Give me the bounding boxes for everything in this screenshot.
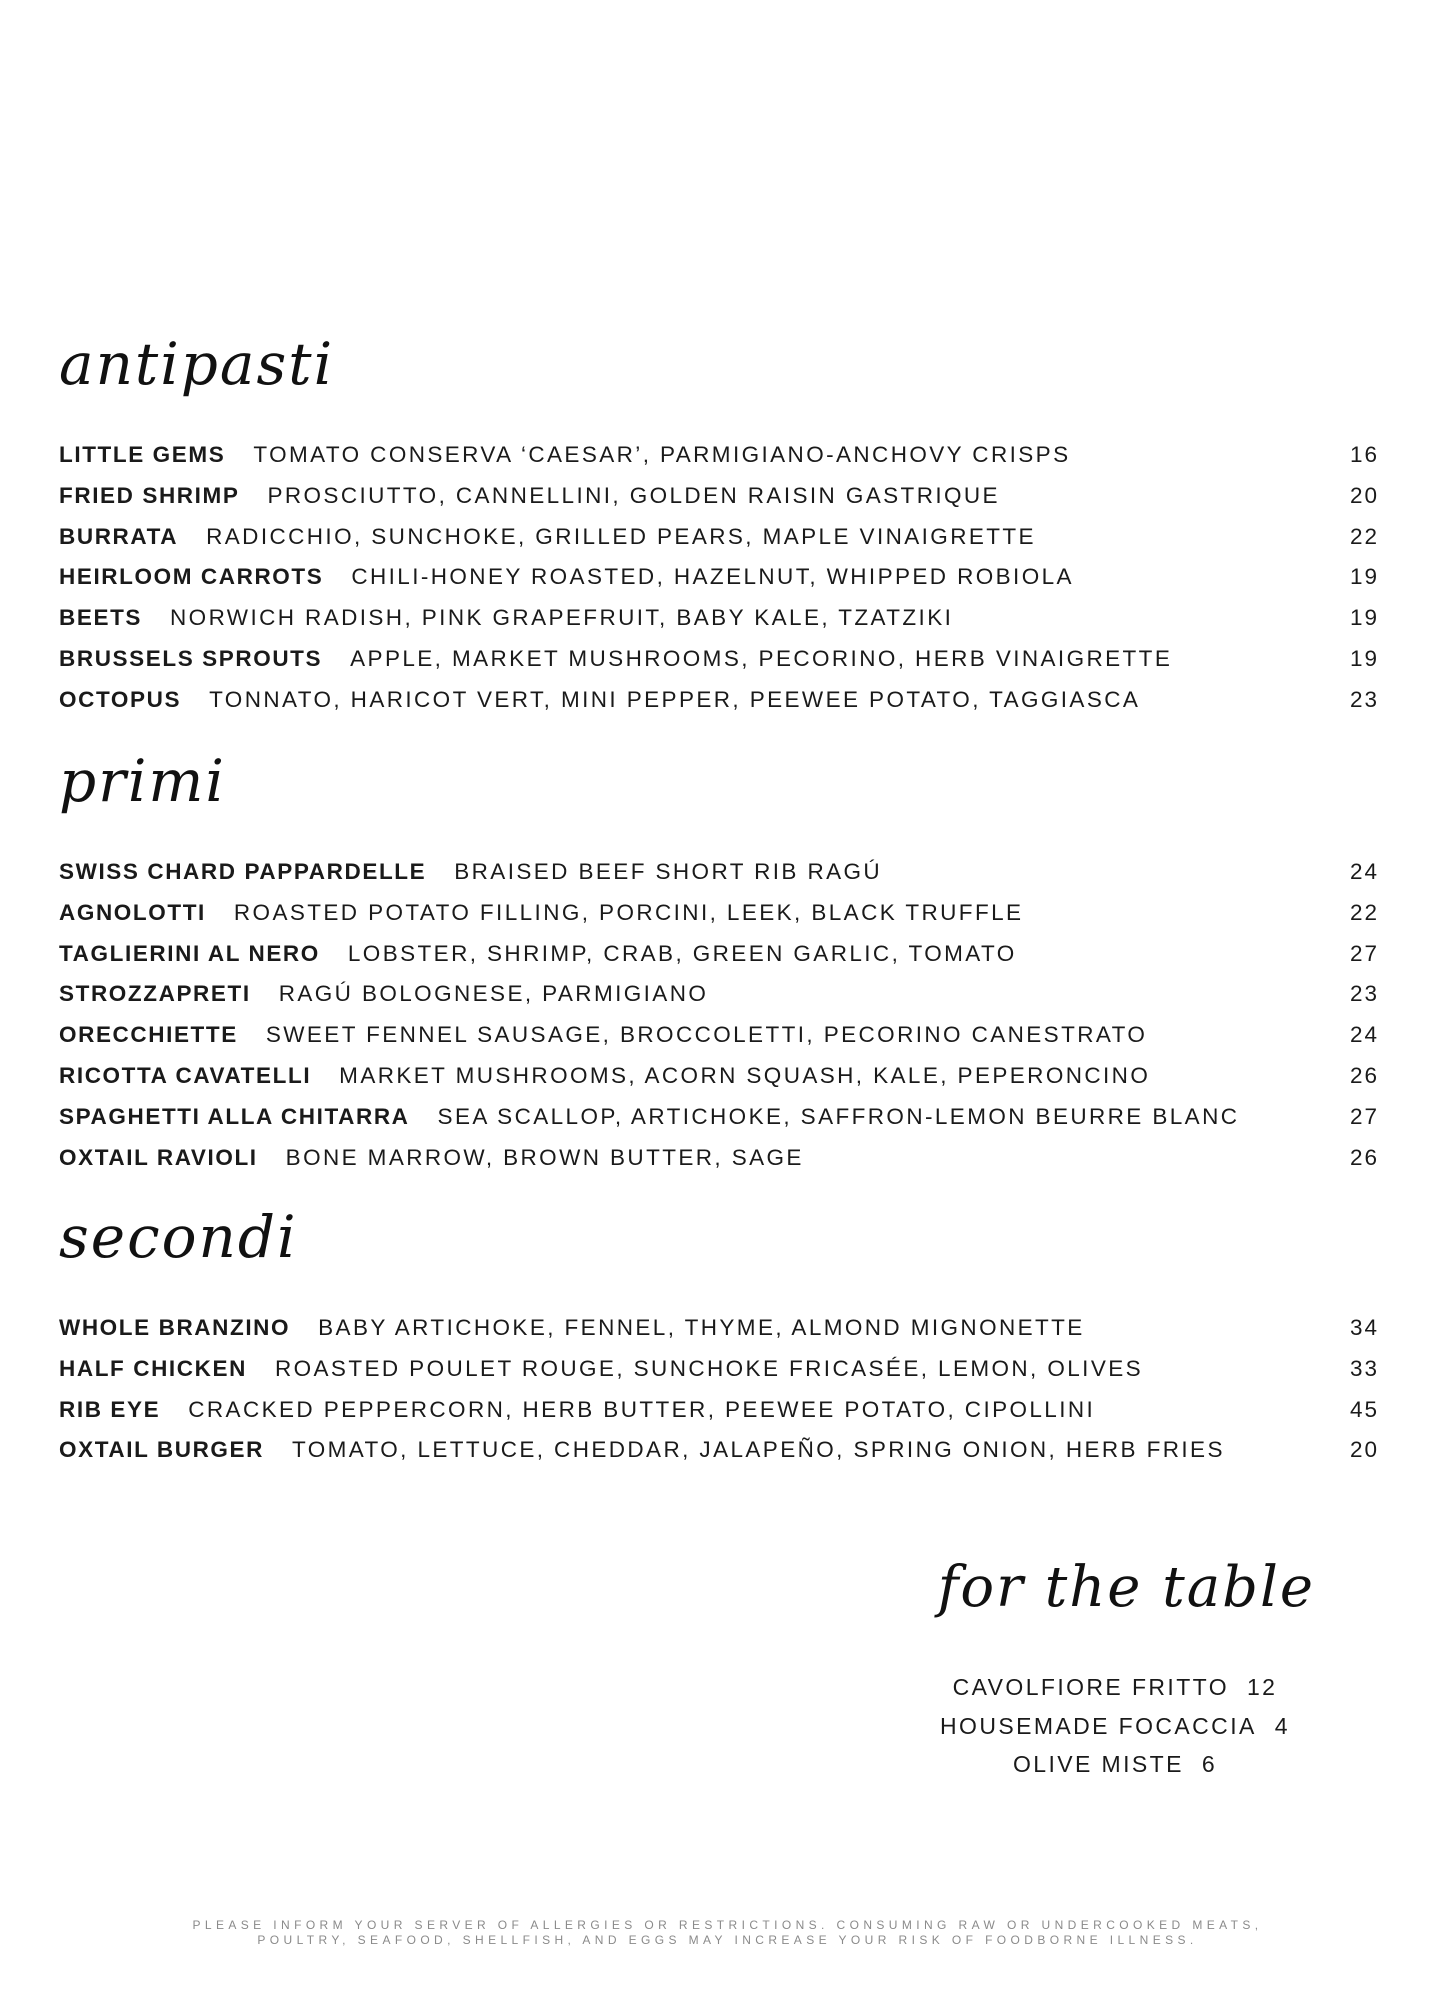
item-price: 26 — [1349, 1062, 1379, 1088]
item-price: 26 — [1349, 1144, 1379, 1170]
section-title-secondi: secondi — [59, 1203, 298, 1271]
item-description: BABY ARTICHOKE, FENNEL, THYME, ALMOND MIGNONETTE — [318, 1315, 1085, 1340]
menu-item — [59, 680, 1379, 721]
list-item — [915, 1707, 1315, 1746]
item-price: 23 — [1349, 981, 1379, 1007]
list-item — [915, 1668, 1315, 1707]
item-description: CRACKED PEPPERCORN, HERB BUTTER, PEEWEE POTATO, CIPOLLINI — [188, 1396, 1096, 1422]
item-name: FRIED SHRIMP — [59, 482, 240, 508]
item-name: HOUSEMADE FOCACCIA — [940, 1712, 1257, 1739]
item-name: OXTAIL BURGER — [59, 1437, 264, 1463]
section-primi — [59, 747, 1379, 1178]
item-description: LOBSTER, SHRIMP, CRAB, GREEN GARLIC, TOMATO — [347, 940, 1017, 966]
disclaimer-line: PLEASE INFORM YOUR SERVER OF ALLERGIES OR RESTRICTIONS. CONSUMING RAW OR UNDERCOOKED MEATS, — [192, 1918, 1263, 1932]
section-title-for-the-table: for the table — [937, 1555, 1315, 1620]
menu-list-antipasti — [59, 435, 1379, 721]
allergy-disclaimer — [0, 1918, 1455, 1948]
item-price: 16 — [1349, 442, 1379, 467]
item-name: SWISS CHARD PAPPARDELLE — [59, 859, 427, 884]
item-name: RIB EYE — [59, 1396, 161, 1422]
item-description: BONE MARROW, BROWN BUTTER, SAGE — [285, 1144, 804, 1170]
menu-list-for-the-table — [915, 1668, 1315, 1784]
menu-item — [59, 598, 1379, 639]
menu-item — [59, 557, 1379, 598]
item-price: 19 — [1349, 645, 1379, 671]
item-price: 23 — [1349, 686, 1379, 712]
section-for-the-table — [755, 1555, 1315, 1784]
item-name: WHOLE BRANZINO — [59, 1315, 291, 1340]
item-price: 19 — [1349, 605, 1379, 631]
menu-item — [59, 893, 1379, 934]
menu-item — [59, 1097, 1379, 1138]
item-price: 6 — [1201, 1751, 1218, 1777]
disclaimer-line: POULTRY, SEAFOOD, SHELLFISH, AND EGGS MAY INCREASE YOUR RISK OF FOODBORNE ILLNESS. — [257, 1933, 1198, 1947]
menu-item — [59, 1056, 1379, 1097]
menu-item — [59, 1390, 1379, 1431]
item-price: 45 — [1349, 1396, 1379, 1422]
menu-item — [59, 974, 1379, 1015]
item-name: BEETS — [59, 605, 143, 631]
item-description: APPLE, MARKET MUSHROOMS, PECORINO, HERB VINAIGRETTE — [350, 645, 1173, 671]
item-description: BRAISED BEEF SHORT RIB RAGÚ — [454, 859, 883, 884]
item-description: CHILI-HONEY ROASTED, HAZELNUT, WHIPPED ROBIOLA — [351, 564, 1074, 590]
item-description: TOMATO, LETTUCE, CHEDDAR, JALAPEÑO, SPRING ONION, HERB FRIES — [291, 1437, 1225, 1463]
item-price: 22 — [1349, 523, 1379, 549]
item-name: STROZZAPRETI — [59, 981, 251, 1007]
section-title-primi: primi — [59, 747, 226, 815]
item-price: 27 — [1349, 1103, 1379, 1129]
section-secondi — [59, 1203, 1379, 1471]
menu-item — [59, 1138, 1379, 1179]
menu-item — [59, 934, 1379, 975]
list-item — [915, 1745, 1315, 1784]
menu-item — [59, 1015, 1379, 1056]
section-title-antipasti: antipasti — [59, 330, 335, 398]
menu-item — [59, 517, 1379, 558]
item-description: ROASTED POULET ROUGE, SUNCHOKE FRICASÉE, LEMON, OLIVES — [274, 1355, 1144, 1381]
menu-item — [59, 1308, 1379, 1349]
item-price: 22 — [1349, 899, 1379, 925]
item-name: OLIVE MISTE — [1012, 1751, 1184, 1777]
item-price: 19 — [1349, 564, 1379, 590]
menu-item — [59, 435, 1379, 476]
item-description: SWEET FENNEL SAUSAGE, BROCCOLETTI, PECORINO CANESTRATO — [265, 1022, 1148, 1048]
item-name: OCTOPUS — [59, 686, 182, 712]
menu-list-secondi — [59, 1308, 1379, 1471]
item-price: 24 — [1349, 859, 1379, 884]
item-description: ROASTED POTATO FILLING, PORCINI, LEEK, BLACK TRUFFLE — [233, 899, 1024, 925]
item-name: AGNOLOTTI — [59, 899, 206, 925]
item-name: ORECCHIETTE — [59, 1022, 238, 1048]
menu-item — [59, 1349, 1379, 1390]
section-antipasti — [59, 330, 1379, 721]
item-name: LITTLE GEMS — [59, 442, 226, 467]
item-name: BRUSSELS SPROUTS — [59, 645, 323, 671]
item-description: PROSCIUTTO, CANNELLINI, GOLDEN RAISIN GASTRIQUE — [267, 482, 1000, 508]
item-name: OXTAIL RAVIOLI — [59, 1144, 258, 1170]
item-description: MARKET MUSHROOMS, ACORN SQUASH, KALE, PEPERONCINO — [339, 1062, 1151, 1088]
item-price: 20 — [1349, 1437, 1379, 1463]
item-description: TOMATO CONSERVA ‘CAESAR’, PARMIGIANO-ANCHOVY CRISPS — [253, 442, 1071, 467]
item-name: HEIRLOOM CARROTS — [59, 564, 324, 590]
item-description: RADICCHIO, SUNCHOKE, GRILLED PEARS, MAPLE VINAIGRETTE — [206, 523, 1036, 549]
menu-item — [59, 1430, 1379, 1471]
item-name: SPAGHETTI ALLA CHITARRA — [59, 1103, 410, 1129]
item-name: TAGLIERINI AL NERO — [59, 940, 320, 966]
menu-item — [59, 476, 1379, 517]
item-description: TONNATO, HARICOT VERT, MINI PEPPER, PEEWEE POTATO, TAGGIASCA — [209, 686, 1141, 712]
item-description: SEA SCALLOP, ARTICHOKE, SAFFRON-LEMON BEURRE BLANC — [437, 1103, 1240, 1129]
item-price: 27 — [1349, 940, 1379, 966]
menu-item — [59, 639, 1379, 680]
menu-list-primi — [59, 852, 1379, 1178]
item-price: 34 — [1349, 1315, 1379, 1340]
item-description: RAGÚ BOLOGNESE, PARMIGIANO — [278, 981, 709, 1007]
item-description: NORWICH RADISH, PINK GRAPEFRUIT, BABY KALE, TZATZIKI — [170, 605, 954, 631]
item-name: RICOTTA CAVATELLI — [59, 1062, 312, 1088]
item-price: 12 — [1246, 1674, 1278, 1700]
item-name: CAVOLFIORE FRITTO — [952, 1674, 1229, 1700]
item-price: 24 — [1349, 1022, 1379, 1048]
item-name: BURRATA — [59, 523, 179, 549]
item-price: 4 — [1274, 1712, 1290, 1739]
item-name: HALF CHICKEN — [59, 1355, 247, 1381]
item-price: 20 — [1349, 482, 1379, 508]
item-price: 33 — [1349, 1355, 1379, 1381]
menu-item — [59, 852, 1379, 893]
